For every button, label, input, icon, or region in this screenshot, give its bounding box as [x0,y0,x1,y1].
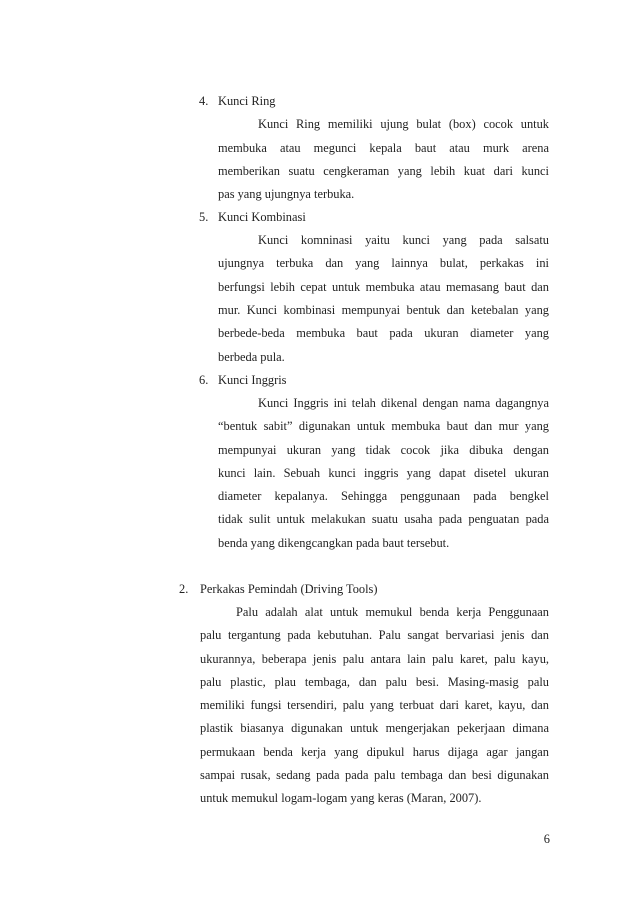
paragraph-line: benda yang dikengcangkan pada baut tersebut. [218,536,450,550]
paragraph-line: berbede-beda membuka baut pada ukuran diameter yang [218,326,549,340]
paragraph-line: palu tergantung pada kebutuhan. Palu sangat bervariasi jenis dan [200,628,549,642]
paragraph-line: tidak sulit untuk melakukan suatu usaha pada penguatan pada [218,512,549,526]
list-marker: 6. [199,373,209,387]
paragraph-line: mempunyai ukuran yang tidak cocok jika dibuka dengan [218,443,549,457]
item-heading: Kunci Ring [218,94,276,108]
paragraph-line: ukurannya, beberapa jenis palu antara lain palu karet, palu kayu, [200,652,549,666]
paragraph-line: permukaan benda kerja yang dipukul harus dijaga agar jangan [200,745,549,759]
paragraph-line: “bentuk sabit” digunakan untuk membuka baut dan mur yang [218,419,549,433]
section-heading: Perkakas Pemindah (Driving Tools) [200,582,378,596]
section-marker: 2. [179,582,189,596]
paragraph-line: Kunci Ring memiliki ujung bulat (box) cocok untuk [258,117,549,131]
paragraph-line: Palu adalah alat untuk memukul benda kerja Penggunaan [236,605,549,619]
paragraph-line: memberikan suatu cengkeraman yang lebih kuat dari kunci [218,164,549,178]
paragraph-line: mur. Kunci kombinasi mempunyai bentuk dan ketebalan yang [218,303,549,317]
paragraph-line: Kunci komninasi yaitu kunci yang pada salsatu [258,233,549,247]
paragraph-line: kunci lain. Sebuah kunci inggris yang dapat disetel ukuran [218,466,549,480]
paragraph-line: berfungsi lebih cepat untuk membuka atau memasang baut dan [218,280,549,294]
paragraph-line: membuka atau megunci kepala baut atau murk arena [218,141,549,155]
paragraph-line: untuk memukul logam-logam yang keras (Maran, 2007). [200,791,482,805]
paragraph-line: palu plastic, plau tembaga, dan palu besi. Masing-masig palu [200,675,549,689]
paragraph-line: diameter kepalanya. Sehingga penggunaan pada bengkel [218,489,549,503]
paragraph-line: sampai rusak, sedang pada pada palu tembaga dan besi digunakan [200,768,549,782]
list-marker: 5. [199,210,209,224]
paragraph-line: pas yang ujungnya terbuka. [218,187,355,201]
paragraph-line: plastik biasanya digunakan untuk mengerjakan pekerjaan dimana [200,721,549,735]
list-marker: 4. [199,94,209,108]
item-heading: Kunci Inggris [218,373,287,387]
page-number: 6 [543,832,550,846]
paragraph-line: memiliki fungsi tersendiri, palu yang terbuat dari karet, kayu, dan [200,698,549,712]
item-heading: Kunci Kombinasi [218,210,306,224]
paragraph-line: Kunci Inggris ini telah dikenal dengan nama dagangnya [258,396,549,410]
paragraph-line: berbeda pula. [218,350,285,364]
paragraph-line: ujungnya terbuka dan yang lainnya bulat, perkakas ini [218,256,549,270]
